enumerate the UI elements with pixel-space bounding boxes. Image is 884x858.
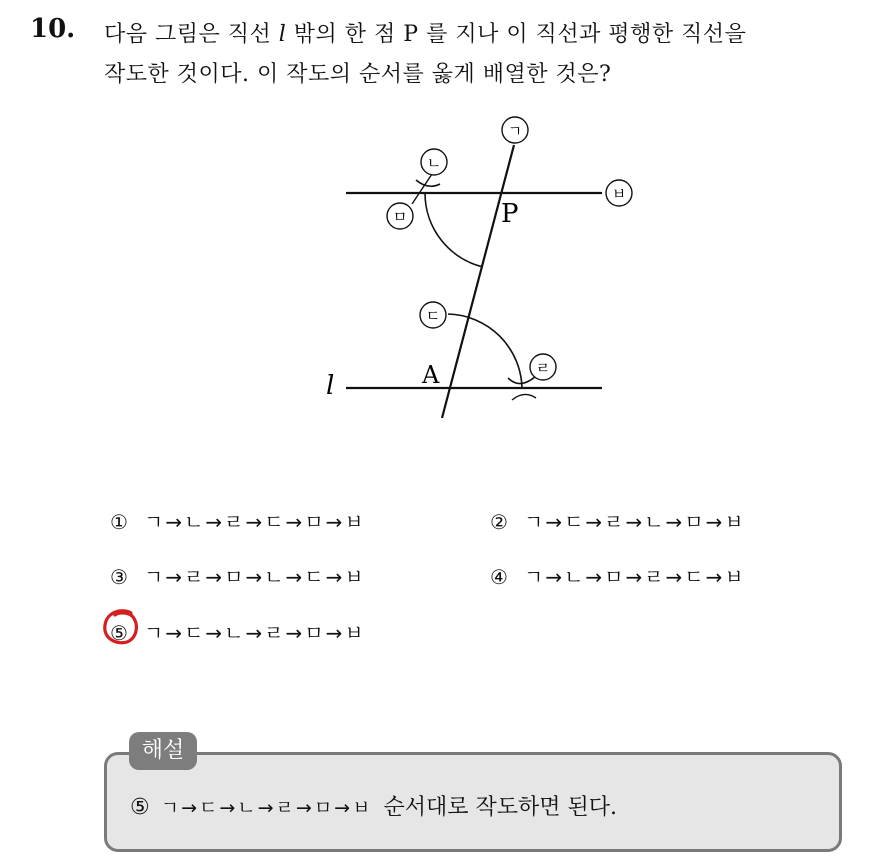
answer-mark-icon [101,607,141,647]
label-bieup-text: ㅂ [611,185,627,203]
explanation-tab: 해설 [129,732,197,770]
label-giyeok [502,117,528,143]
choice-4[interactable] [490,561,746,590]
choice-number: ③ [110,565,128,589]
explanation-text [130,790,617,821]
question-number: 10. [30,14,76,44]
transversal-line [442,145,514,418]
choice-sequence: ㄱ→ㄷ→ㄴ→ㄹ→ㅁ→ㅂ [144,621,366,645]
choice-sequence: ㄱ→ㄴ→ㅁ→ㄹ→ㄷ→ㅂ [524,565,746,589]
label-digeut-text: ㄷ [425,307,441,325]
choice-number: ② [490,510,508,534]
explanation-sentence: 순서대로 작도하면 된다. [383,795,617,820]
label-mieum-text: ㅁ [392,208,408,226]
question-text-part: 다음 그림은 직선 [104,22,279,47]
label-rieul [530,354,556,380]
explanation-sequence: ㄱ→ㄷ→ㄴ→ㄹ→ㅁ→ㅂ [160,797,373,819]
choice-5[interactable] [110,617,366,646]
choice-sequence: ㄱ→ㄴ→ㄹ→ㄷ→ㅁ→ㅂ [144,510,366,534]
label-digeut [420,302,446,328]
choice-number: ① [110,510,128,534]
arc-m [425,193,483,267]
label-nieun [421,149,447,175]
construction-figure [300,100,660,420]
choice-number: ④ [490,565,508,589]
point-p-label: P [501,199,519,229]
explanation-number: ⑤ [130,795,150,820]
choice-sequence: ㄱ→ㄹ→ㅁ→ㄴ→ㄷ→ㅂ [144,565,366,589]
label-giyeok-text: ㄱ [507,122,523,140]
question-text-line1 [104,17,746,48]
point-a-label: A [422,361,440,389]
choice-1[interactable] [110,506,366,535]
choice-sequence: ㄱ→ㄷ→ㄹ→ㄴ→ㅁ→ㅂ [524,510,746,534]
label-rieul-text: ㄹ [535,359,551,377]
line-l-label: l [326,371,335,401]
question-text-part: 밖의 한 점 P 를 지나 이 직선과 평행한 직선을 [286,22,747,47]
label-bieup [606,180,632,206]
choice-2[interactable] [490,506,746,535]
arc-n-tick2 [412,174,432,204]
line-symbol: l [278,22,287,47]
choice-number: ⑤ [110,621,128,645]
label-nieun-text: ㄴ [426,154,442,172]
question-text-line2: 작도한 것이다. 이 작도의 순서를 옳게 배열한 것은? [104,62,612,87]
choice-3[interactable] [110,561,366,590]
label-mieum [387,203,413,229]
arc-r-tick2 [512,394,536,400]
